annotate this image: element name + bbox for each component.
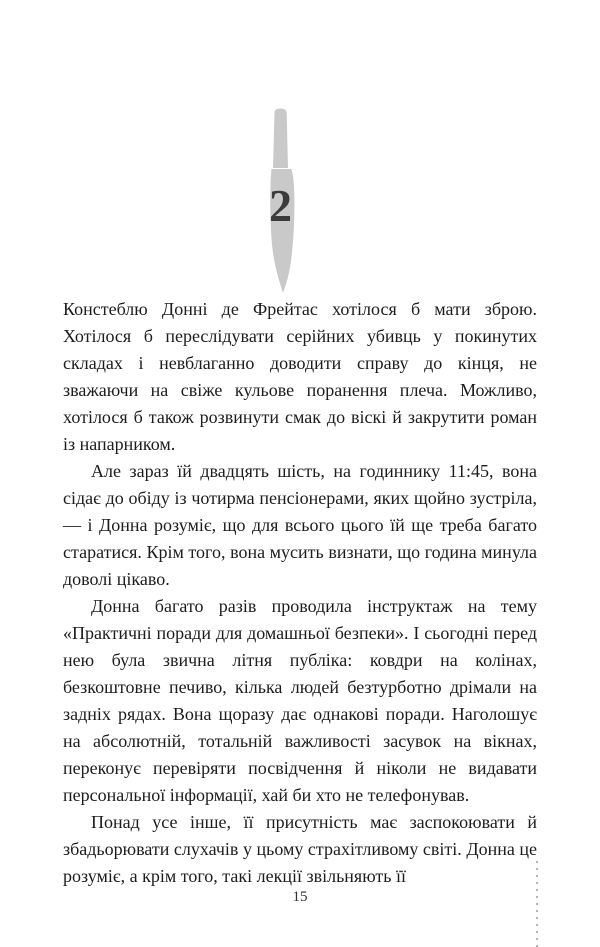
dotted-edge-decoration	[536, 861, 538, 947]
knife-icon	[263, 108, 297, 294]
body-text	[63, 296, 537, 890]
paragraph-1: Констеблю Донні де Фрейтас хотілося б мати зброю. Хотілося б переслідувати серійних убивць у покинутих складах і невблаганно доводити справу до кінця, не зважаючи на свіже кульове поранення плеча. Можливо, хотілося б також розвинути смак до віскі й закрутити роман із напарником.	[63, 299, 537, 454]
paragraph-3: Донна багато разів проводила інструктаж на тему «Практичні поради для домашньої безпеки». І сьогодні перед нею була звична літня публіка: ковдри на колінах, безкоштовне печиво, кілька людей безтурботно дрімали на задніх рядах. Вона щоразу дає однакові поради. Наголошує на абсолютній, тотальній важливості засувок на вікнах, переконує перевіряти посвідчення й ніколи не видавати персональної інформації, хай би хто не телефонував.	[63, 596, 537, 805]
paragraph-4: Понад усе інше, її присутність має заспокоювати й збадьорювати слухачів у цьому страхітливому світі. Донна це розуміє, а крім того, такі лекції звільняють її	[63, 812, 537, 886]
chapter-number: 2	[269, 180, 292, 231]
paragraph-2: Але зараз їй двадцять шість, на годиннику 11:45, вона сідає до обіду із чотирма пенсіонерами, яких щойно зустріла, — і Донна розуміє, що для всього цього їй ще треба багато старатися. Крім того, вона мусить визнати, що година минула доволі цікаво.	[63, 461, 537, 589]
page-number: 15	[292, 889, 308, 905]
